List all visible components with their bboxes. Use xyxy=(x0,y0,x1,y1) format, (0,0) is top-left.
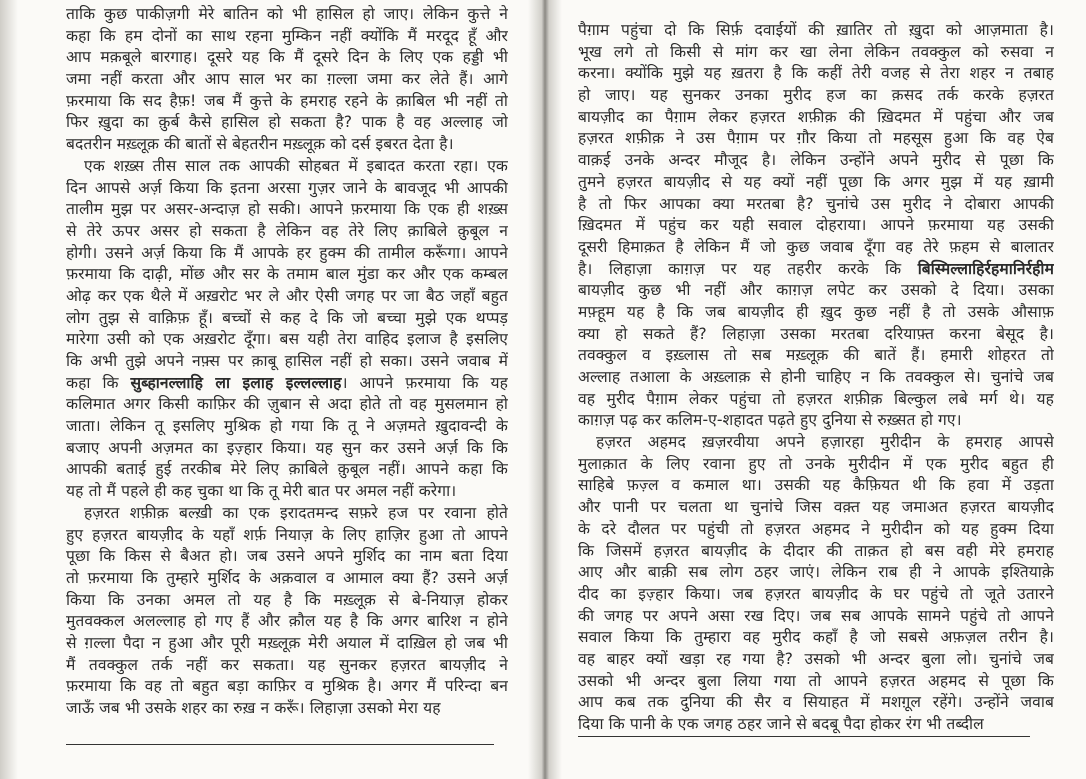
right-text-line: बायज़ीद कुछ भी नहीं और काग़ज़ लपेट कर उसको दे दिया। उसका xyxy=(578,281,1054,300)
right-text-line: वह मुरीद पैग़ाम लेकर पहुंचा तो हज़रत शफ़ीक़ बिल्कुल लबे मर्ग थे। यह xyxy=(578,389,1054,408)
left-text-line: जमा नहीं करता और आप साल भर का ग़ल्ला जमा कर लेते हैं। आगे xyxy=(66,70,508,89)
left-text-line: से ग़ल्ला पैदा न हुआ और पूरी मख़्लूक़ मेरी अयाल में दाख़िल हो जब भी xyxy=(66,633,508,652)
left-text-line: फ़रमाया कि दाढ़ी, मोंछ और सर के तमाम बाल मुंडा कर और एक कम्बल xyxy=(66,265,508,284)
right-text-line: दिया कि पानी के एक जगह ठहर जाने से बदबू पैदा होकर रंग भी तब्दील xyxy=(578,715,984,733)
right-text-line: हो जाए। यह सुनकर उनका मुरीद हज का क़सद तर्क करके हज़रत xyxy=(578,86,1054,105)
right-text-line: काग़ज़ पढ़ कर कलिम-ए-शहादत पढ़ते हुए दुनिया से रुख़्सत हो गए। xyxy=(578,411,962,430)
left-text-line: जाता। लेकिन तू इसलिए मुश्रिक हो गया कि तू ने अज़मते ख़ुदावन्दी के xyxy=(66,417,508,436)
right-text-line: तुमने हज़रत बायज़ीद से यह क्यों नहीं पूछा कि अगर मुझ में यह ख़ामी xyxy=(578,172,1054,191)
left-text-line: कि अभी तुझे अपने नफ़्स पर क़ाबू हासिल नहीं हो सका। उसने जवाब में xyxy=(66,352,508,370)
left-text-line: फ़रमाया कि वह तो बहुत बड़ा काफ़िर व मुश्रिक है। अगर मैं परिन्दा बन xyxy=(66,677,508,696)
left-text-line: हुए हज़रत बायज़ीद के यहाँ शर्फ़ नियाज़ के लिए हाज़िर हुआ तो आपने xyxy=(66,525,508,544)
right-text-line: की जगह पर अपने असा रख दिए। जब सब आपके सामने पहुंचे तो आपने xyxy=(578,606,1054,625)
left-text-line: कलिमात अगर किसी काफ़िर की ज़ुबान से अदा होते तो वह मुसलमान हो xyxy=(66,395,508,414)
left-text-line: यह तो मैं पहले ही कह चुका था कि तू मेरी बात पर अमल नहीं करेगा। xyxy=(66,482,457,501)
right-text-line: भूख लगे तो किसी से मांग कर खा लेना लेकिन तवक्कुल को रुसवा न xyxy=(578,42,1054,61)
book-gutter xyxy=(528,0,562,779)
right-text-line: अल्लाह तआला के अख़्लाक़ से होनी चाहिए न कि तवक्कुल से। चुनांचे जब xyxy=(578,368,1054,386)
left-footer-rule xyxy=(66,744,494,745)
left-text-line: कहा कि सुब्हानल्लाहि ला इलाह इल्लल्लाह। आपने फ़रमाया कि यह xyxy=(66,373,508,392)
right-text-line: है। लिहाज़ा काग़ज़ पर यह तहरीर करके कि बिस्मिल्लाहिर्रहमानिर्रहीम xyxy=(578,259,1054,278)
right-text-line: आप कब तक दुनिया की सैर व सियाहत में मशग़ूल रहेंगे। उन्होंने जवाब xyxy=(578,693,1054,712)
right-page xyxy=(556,0,1086,779)
left-text-line: ताकि कुछ पाकीज़गी मेरे बातिन को भी हासिल हो जाए। लेकिन कुत्ते ने xyxy=(66,5,508,23)
right-text-line: क्या हो सकते हैं? लिहाज़ा उसका मरतबा दरियाफ़्त करना बेसूद है। xyxy=(578,324,1054,343)
left-text-line: होगी। उसने अर्ज़ किया कि मैं आपके हर हुक्म की तामील करूँगा। आपने xyxy=(66,243,508,262)
left-text-line: एक शख़्स तीस साल तक आपकी सोहबत में इबादत करता रहा। एक xyxy=(84,156,508,175)
right-text-line: करना। क्योंकि मुझे यह ख़तरा है कि कहीं तेरी वजह से तेरा शहर न तबाह xyxy=(578,64,1054,83)
right-text-line: बायज़ीद का पैग़ाम लेकर हज़रत शफ़ीक़ की ख़िदमत में पहुंचा और जब xyxy=(578,107,1054,126)
left-text-line: लोग तुझ से वाक़िफ़ हूँ। बच्चों से कह दे कि जो बच्चा मुझे एक थप्पड़ xyxy=(66,308,508,327)
right-text-line: है तो फिर आपका क्या मरतबा है? चुनांचे उस मुरीद ने दोबारा आपकी xyxy=(578,194,1054,213)
left-text-line: तो फ़रमाया कि तुम्हारे मुर्शिद के अक़वाल व आमाल क्या हैं? उसने अर्ज़ xyxy=(66,568,508,587)
left-text-line: कहा कि हम दोनों का साथ रहना मुम्किन नहीं क्योंकि मैं मरदूद हूँ और xyxy=(66,26,508,45)
right-text-line: आए और बाक़ी सब लोग ठहर जाएं। लेकिन राब ही ने आपके इश्तियाक़े xyxy=(578,563,1054,582)
left-text-line: किया कि उनका अमल तो यह है कि मख़्लूक़ से बे-नियाज़ होकर xyxy=(66,590,508,609)
left-text-line: ओढ़ कर एक थैले में अख़रोट भर ले और ऐसी जगह पर जा बैठ जहाँ बहुत xyxy=(66,286,508,305)
bold-phrase: सुब्हानल्लाहि ला इलाह इल्लल्लाह xyxy=(130,373,342,392)
right-text-line: दीद का इज़्हार किया। जब हज़रत बायज़ीद के घर पहुंचे तो जूते उतारने xyxy=(578,584,1054,603)
right-text-line: ख़िदमत में पहुंच कर यही सवाल दोहराया। आपने फ़रमाया यह उसकी xyxy=(578,216,1054,235)
left-text-line: मैं तवक्कुल तर्क नहीं कर सकता। यह सुनकर हज़रत बायज़ीद ने xyxy=(66,655,508,674)
left-text-line: पूछा कि किस से बैअत हो। जब उसने अपने मुर्शिद का नाम बता दिया xyxy=(66,547,508,566)
right-footer-rule xyxy=(578,736,1030,737)
right-text-line: पैग़ाम पहुंचा दो कि सिर्फ़ दवाईयों की ख़ातिर तो ख़ुदा को आज़माता है। xyxy=(578,21,1054,39)
left-text-line: फ़रमाया कि सद हैफ़! जब मैं कुत्ते के हमराह रहने के क़ाबिल भी नहीं तो xyxy=(66,91,508,110)
bold-phrase: बिस्मिल्लाहिर्रहमानिर्रहीम xyxy=(917,259,1054,278)
page-edge-shadow xyxy=(0,0,18,779)
left-text-line: तालीम मुझ पर असर-अन्दाज़ हो सकी। आपने फ़रमाया कि एक ही शख़्स xyxy=(66,200,508,219)
right-text-line: मुलाक़ात के लिए रवाना हुए तो उनके मुरीदीन में एक मुरीद बहुत ही xyxy=(578,454,1054,473)
right-text-line: तवक्कुल व इख़्लास तो सब मख़्लूक़ की बातें हैं। हमारी शोहरत तो xyxy=(578,346,1054,365)
right-text-line: उसको भी अन्दर बुला लिया गया तो आपने हज़रत अहमद से पूछा कि xyxy=(578,671,1054,690)
right-text-line: के दरे दौलत पर पहुंची तो हज़रत अहमद ने मुरीदीन को यह हुक्म दिया xyxy=(578,519,1054,538)
left-text-line: मारेगा उसी को एक अख़रोट दूँगा। बस यही तेरा वाहिद इलाज है इसलिए xyxy=(66,330,508,349)
left-text-line: आप मक़बूले बारगाह। दूसरे यह कि मैं दूसरे दिन के लिए एक हड्डी भी xyxy=(66,48,508,67)
right-text-line: हज़रत अहमद ख़ज़रवीया अपने हज़ारहा मुरीदीन के हमराह आपसे xyxy=(596,433,1054,452)
left-text-line: दिन आपसे अर्ज़ किया कि इतना अरसा गुज़र जाने के बावजूद भी आपकी xyxy=(66,178,508,197)
right-text-line: वाक़ई उनके अन्दर मौजूद है। लेकिन उन्होंने अपने मुरीद से पूछा कि xyxy=(578,151,1054,170)
left-text-line: मुतवक्कल अलल्लाह हो गए हैं और क़ौल यह है कि अगर बारिश न होने xyxy=(66,612,508,631)
left-text-line: से तेरे ऊपर असर हो सकता है लेकिन वह तेरे लिए क़ाबिले क़ुबूल न xyxy=(66,221,508,240)
right-text-line: साहिबे फ़ज़्ल व कमाल था। उसकी यह कैफ़ियत थी कि हवा में उड़ता xyxy=(578,476,1054,495)
left-text-line: आपकी बताई हुई तरकीब मेरे लिए क़ाबिले क़ुबूल नहीं। आपने कहा कि xyxy=(66,460,508,479)
left-text-line: हज़रत शफ़ीक़ बल्ख़ी का एक इरादतमन्द सफ़रे हज पर रवाना होते xyxy=(84,503,508,522)
left-page xyxy=(0,0,534,779)
right-text-line: सवाल किया कि तुम्हारा वह मुरीद कहाँ है जो सबसे अफ़ज़ल तरीन है। xyxy=(578,628,1054,647)
right-text-line: हज़रत शफ़ीक़ ने उस पैग़ाम पर ग़ौर किया तो महसूस हुआ कि वह ऐब xyxy=(578,129,1054,148)
right-text-line: मफ़्हूम यह है कि जब बायज़ीद ही ख़ुद कुछ नहीं है तो उसके औसाफ़ xyxy=(578,302,1054,321)
right-text-line: वह बाहर क्यों खड़ा रह गया है? उसको भी अन्दर बुला लो। चुनांचे जब xyxy=(578,649,1054,668)
left-text-line: बजाए अपनी अज़मत का इज़्हार किया। यह सुन कर उसने अर्ज़ कि कि xyxy=(66,438,508,457)
right-text-line: कि जिसमें हज़रत बायज़ीद के दीदार की ताक़त हो बस वही मेरे हमराह xyxy=(578,541,1054,560)
right-text-line: और पानी पर चलता था चुनांचे जिस वक़्त यह जमाअत हज़रत बायज़ीद xyxy=(578,498,1054,517)
right-text-line: दूसरी हिमाक़त है लेकिन मैं जो कुछ जवाब दूँगा वह तेरे फ़हम से बालातर xyxy=(578,237,1054,256)
left-text-line: जाऊँ जब भी उसके शहर का रुख़ न करूँ। लिहाज़ा उसको मेरा यह xyxy=(66,699,441,717)
left-text-line: बदतरीन मख़्लूक़ की बातों से बेहतरीन मख़्लूक़ को दर्स इबरत देता है। xyxy=(66,135,454,154)
left-text-line: फिर ख़ुदा का क़ुर्ब कैसे हासिल हो सकता है? पाक है वह अल्लाह जो xyxy=(66,113,508,132)
